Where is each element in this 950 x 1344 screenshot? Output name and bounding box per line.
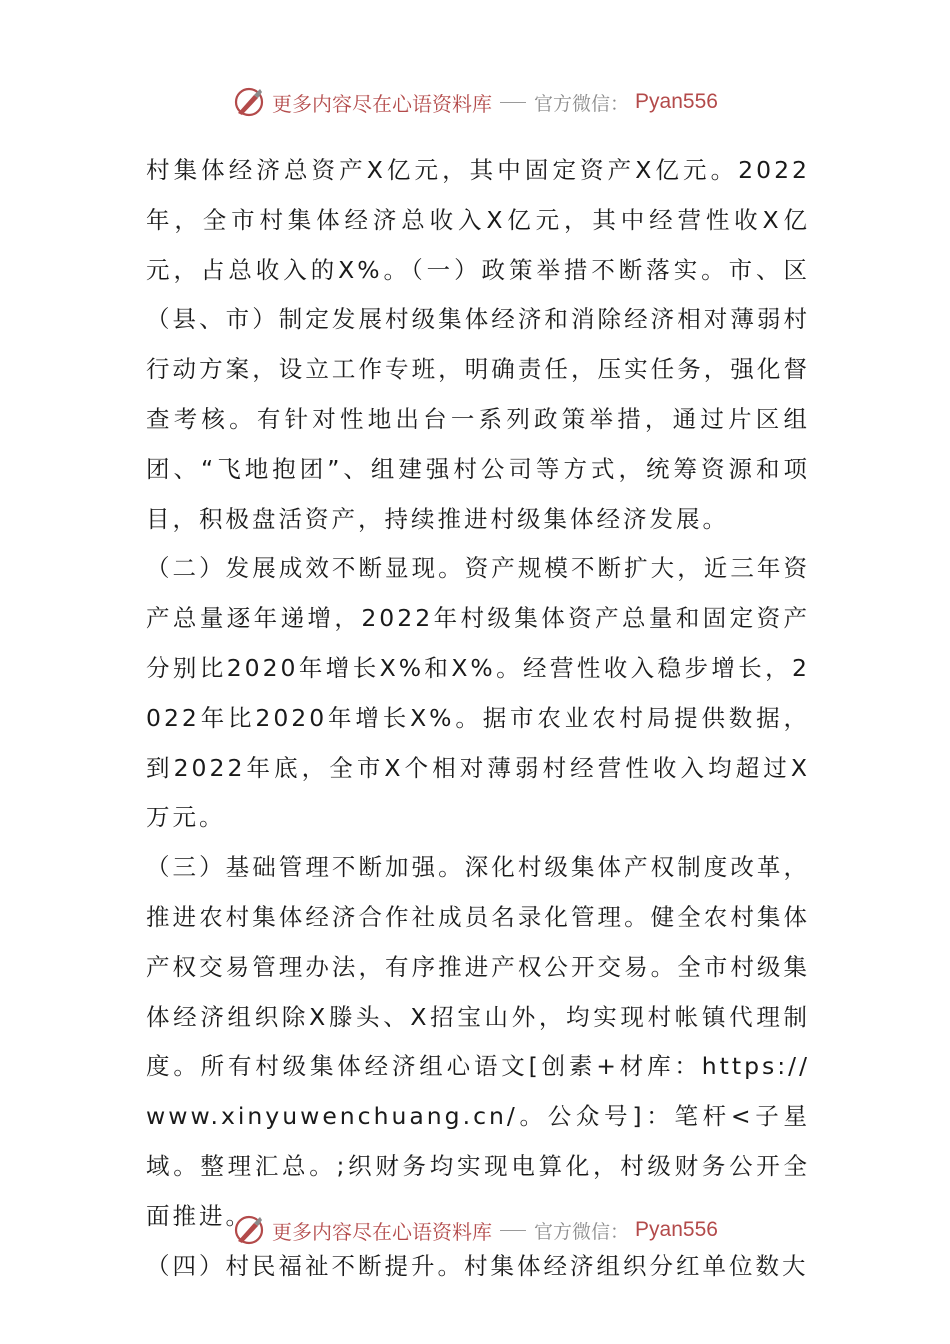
paragraph: （二）发展成效不断显现。资产规模不断扩大，近三年资产总量逐年递增，2022年村级集体资产总量和固定资产分别比2020年增长X%和X%。经营性收入稳步增长，2022年比2020年增长X%。据市农业农村局提供数据，到2022年底，全市X个相对薄弱村经营性收入均超过X万元。 (146, 554, 810, 832)
pen-logo-icon (232, 85, 266, 119)
document-body (146, 146, 810, 1291)
paragraph: （四）村民福祉不断提升。村集体经济组织分红单位数大 (146, 1251, 809, 1280)
footer-divider (500, 1230, 526, 1231)
header-wechat-handle: Pyan556 (635, 90, 718, 113)
paragraph: 村集体经济总资产X亿元，其中固定资产X亿元。2022年，全市村集体经济总收入X亿元，其中经营性收X亿元，占总收入的X%。（一）政策举措不断落实。市、区（县、市）制定发展村级集体经济和消除经济相对薄弱村行动方案，设立工作专班，明确责任，压实任务，强化督查考核。有针对性地出台一系列政策举措，通过片区组团、“飞地抱团”、组建强村公司等方式，统筹资源和项目，积极盘活资产，持续推进村级集体经济发展。 (146, 156, 810, 533)
pen-logo-icon (232, 1213, 266, 1247)
header-wechat-label: 官方微信： (534, 92, 630, 115)
footer-banner (0, 1210, 950, 1250)
header-brand-text: 更多内容尽在心语资料库 (272, 91, 493, 116)
header-divider (500, 102, 526, 103)
footer-wechat-handle: Pyan556 (635, 1218, 718, 1241)
paragraph: （三）基础管理不断加强。深化村级集体产权制度改革，推进农村集体经济合作社成员名录化管理。健全农村集体产权交易管理办法，有序推进产权公开交易。全市村级集体经济组织除X滕头、X招宝山外，均实现村帐镇代理制度。所有村级集体经济组心语文[创素+材库：https://www.xinyuwenchuang.cn/。公众号]：笔杆<子星域。整理汇总。;织财务均实现电算化，村级财务公开全面推进。 (146, 853, 810, 1230)
footer-brand-text: 更多内容尽在心语资料库 (272, 1219, 493, 1244)
header-banner (0, 82, 950, 122)
footer-wechat-label: 官方微信： (534, 1220, 630, 1243)
